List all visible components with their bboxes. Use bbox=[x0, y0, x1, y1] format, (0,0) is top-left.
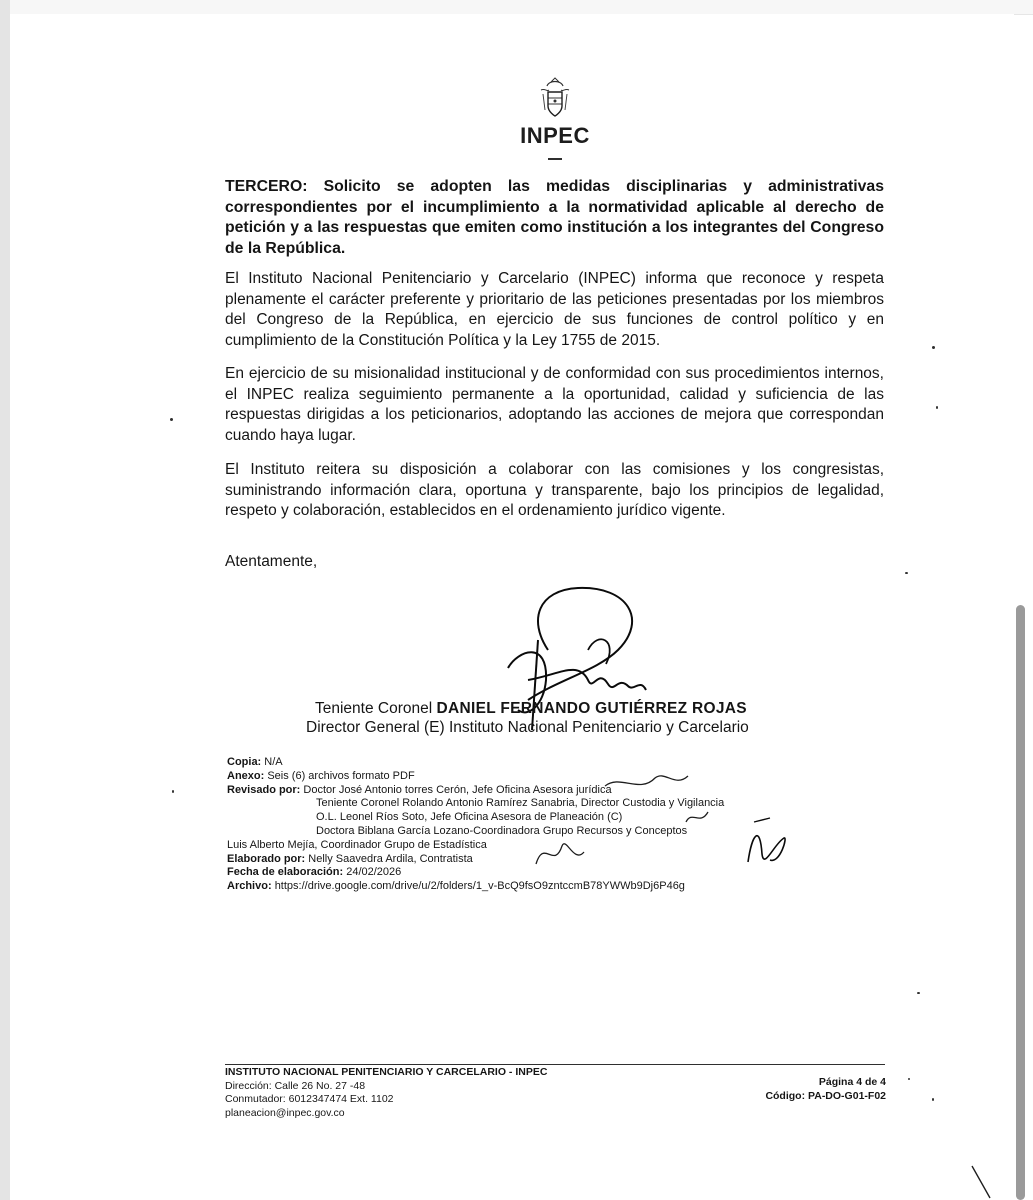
copia-row bbox=[227, 756, 827, 770]
footer-address: Dirección: Calle 26 No. 27 -48 bbox=[225, 1079, 366, 1092]
revisado-reviewer-3: O.L. Leonel Ríos Soto, Jefe Oficina Asesora de Planeación (C) bbox=[316, 811, 623, 824]
paragraph-follow-up: En ejercicio de su misionalidad institucional y de conformidad con sus procedimientos internos, el INPEC realiza seguimiento permanente a la oportunidad, calidad y suficiencia de las respuestas dirigidas a los peticionarios, adoptando las acciones de mejora que correspondan cuando haya lugar. bbox=[225, 365, 884, 444]
institution-short-name: INPEC bbox=[520, 123, 590, 148]
revisado-row bbox=[227, 784, 827, 798]
scan-speck bbox=[932, 1098, 934, 1101]
archivo-link[interactable]: https://drive.google.com/drive/u/2/folders/1_v-BcQ9fsO9zntccmB78YWWb9Dj6P46g bbox=[274, 880, 685, 893]
document-metadata bbox=[227, 756, 827, 894]
elaborado-label: Elaborado por: bbox=[227, 852, 306, 865]
anexo-row bbox=[227, 770, 827, 784]
paragraph-recognition: El Instituto Nacional Penitenciario y Carcelario (INPEC) informa que reconoce y respeta plenamente el carácter preferente y prioritario de las peticiones presentadas por los miembros del Congreso de la República, en ejercicio de sus funciones de control político y en cumplimiento de la Constitución Política y la Ley 1755 de 2015. bbox=[225, 270, 884, 349]
signatory-role: Director General (E) Instituto Nacional Penitenciario y Carcelario bbox=[306, 719, 749, 736]
copia-value: N/A bbox=[264, 756, 283, 768]
scan-speck bbox=[917, 992, 920, 994]
revisado-reviewer-4: Doctora Biblana García Lozano-Coordinadora Grupo Recursos y Conceptos bbox=[316, 824, 688, 837]
revisado-reviewer-2: Teniente Coronel Rolando Antonio Ramírez Sanabria, Director Custodia y Vigilancia bbox=[316, 797, 725, 810]
inpec-logo bbox=[515, 76, 595, 160]
viewer-top-edge bbox=[10, 0, 1033, 15]
signatory-name bbox=[315, 700, 747, 718]
footer-phone: Conmutador: 6012347474 Ext. 1102 bbox=[225, 1093, 394, 1106]
elaborado-value: Nelly Saavedra Ardila, Contratista bbox=[308, 852, 473, 865]
page-footer bbox=[225, 1066, 547, 1120]
signatory-rank: Teniente Coronel bbox=[315, 700, 433, 717]
document-page bbox=[10, 14, 1014, 1200]
footer-page-info bbox=[750, 1076, 886, 1103]
tercero-paragraph: TERCERO: Solicito se adopten las medidas disciplinarias y administrativas correspondientes por el incumplimiento a la normatividad aplicable al derecho de petición y a las respuestas que emiten como institución a los integrantes del Congreso de la República. bbox=[225, 178, 884, 257]
revisado-reviewer-5: Luis Alberto Mejía, Coordinador Grupo de Estadística bbox=[227, 838, 487, 851]
signatory-full-name: DANIEL FERNANDO GUTIÉRREZ ROJAS bbox=[436, 700, 747, 717]
scan-speck bbox=[905, 572, 908, 574]
footer-email[interactable]: planeacion@inpec.gov.co bbox=[225, 1106, 345, 1119]
revisado-reviewer-1: Doctor José Antonio torres Cerón, Jefe Oficina Asesora jurídica bbox=[303, 783, 612, 796]
archivo-label: Archivo: bbox=[227, 880, 272, 893]
vertical-scrollbar[interactable] bbox=[1016, 605, 1025, 1200]
document-code: Código: PA-DO-G01-F02 bbox=[765, 1089, 886, 1102]
scan-speck bbox=[172, 790, 174, 793]
copia-label: Copia: bbox=[227, 756, 262, 768]
archivo-row bbox=[227, 880, 827, 894]
fecha-label: Fecha de elaboración: bbox=[227, 866, 344, 879]
scan-speck bbox=[932, 346, 935, 349]
fecha-row bbox=[227, 866, 827, 880]
viewer-left-border bbox=[0, 0, 10, 1200]
logo-underline bbox=[548, 158, 562, 160]
scan-mark bbox=[968, 1164, 998, 1200]
revisado-label: Revisado por: bbox=[227, 783, 301, 796]
page-number: Página 4 de 4 bbox=[818, 1076, 886, 1088]
scan-speck bbox=[170, 418, 173, 421]
scan-speck bbox=[936, 406, 938, 409]
scan-speck bbox=[908, 1078, 910, 1080]
colombia-coat-of-arms-icon bbox=[535, 76, 575, 124]
footer-divider bbox=[225, 1064, 885, 1065]
anexo-label: Anexo: bbox=[227, 769, 265, 782]
fecha-value: 24/02/2026 bbox=[346, 866, 402, 879]
elaborado-row bbox=[227, 853, 827, 867]
paragraph-collaboration: El Instituto reitera su disposición a colaborar con las comisiones y los congresistas, suministrando información clara, oportuna y transparente, bajo los principios de legalidad, respeto y colaboración, establecidos en el ordenamiento jurídico vigente. bbox=[225, 461, 884, 519]
anexo-value: Seis (6) archivos formato PDF bbox=[267, 769, 415, 782]
closing-salutation: Atentamente, bbox=[225, 553, 318, 570]
footer-institution: INSTITUTO NACIONAL PENITENCIARIO Y CARCELARIO - INPEC bbox=[225, 1066, 548, 1078]
